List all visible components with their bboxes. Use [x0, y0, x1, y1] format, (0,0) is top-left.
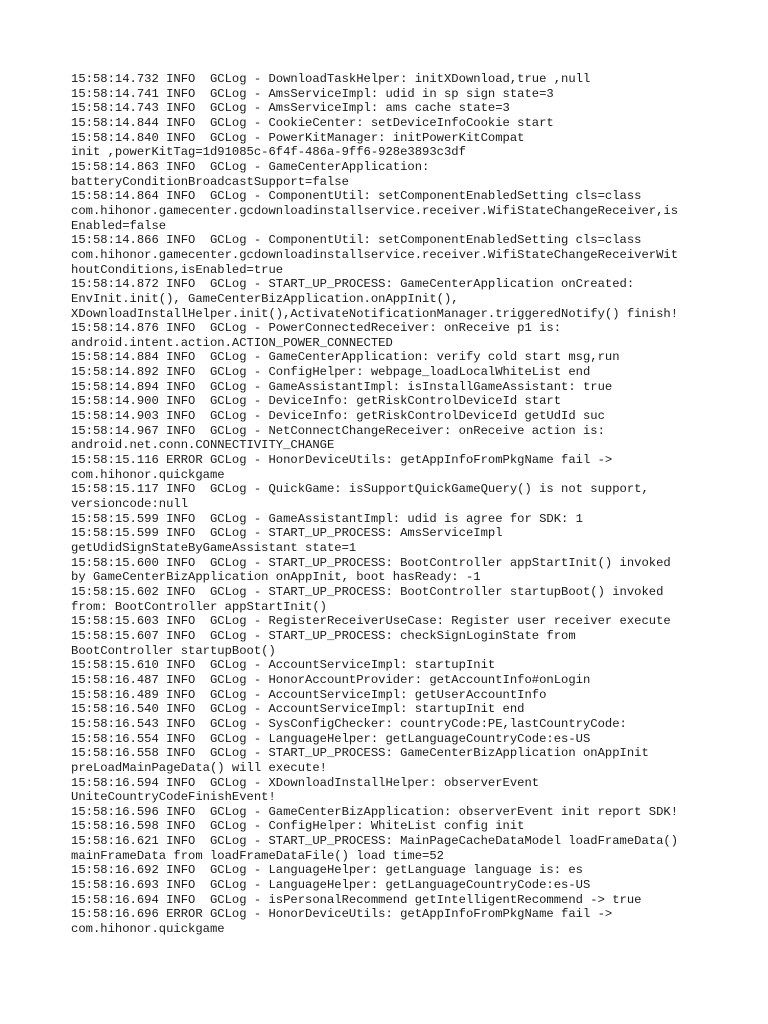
- log-line: 15:58:15.116 ERROR GCLog - HonorDeviceUtils: getAppInfoFromPkgName fail ->: [71, 453, 613, 468]
- log-line: 15:58:15.602 INFO GCLog - START_UP_PROCESS: BootController startupBoot() invoked: [71, 584, 664, 599]
- log-line: 15:58:14.900 INFO GCLog - DeviceInfo: getRiskControlDeviceId start: [71, 394, 562, 409]
- log-line: 15:58:14.863 INFO GCLog - GameCenterApplication:: [71, 159, 430, 174]
- log-line: from: BootController appStartInit(): [71, 599, 327, 614]
- log-line: 15:58:15.610 INFO GCLog - AccountServiceImpl: startupInit: [71, 658, 496, 673]
- log-line: BootController startupBoot(): [71, 643, 276, 658]
- log-line: by GameCenterBizApplication onAppInit, boot hasReady: -1: [71, 570, 481, 585]
- log-line: EnvInit.init(), GameCenterBizApplication.onAppInit(),: [71, 291, 459, 306]
- log-line: mainFrameData from loadFrameDataFile() load time=52: [71, 848, 444, 863]
- log-line: 15:58:14.741 INFO GCLog - AmsServiceImpl: udid in sp sign state=3: [71, 86, 554, 101]
- log-line: 15:58:14.892 INFO GCLog - ConfigHelper: webpage_loadLocalWhiteList end: [71, 365, 591, 380]
- log-line: 15:58:15.603 INFO GCLog - RegisterReceiverUseCase: Register user receiver execute: [71, 614, 671, 629]
- log-line: 15:58:16.558 INFO GCLog - START_UP_PROCESS: GameCenterBizApplication onAppInit: [71, 746, 649, 761]
- log-line: 15:58:16.621 INFO GCLog - START_UP_PROCESS: MainPageCacheDataModel loadFrameData(): [71, 834, 679, 849]
- log-line: 15:58:14.967 INFO GCLog - NetConnectChangeReceiver: onReceive action is:: [71, 423, 605, 438]
- log-line: 15:58:14.840 INFO GCLog - PowerKitManager: initPowerKitCompat: [71, 130, 525, 145]
- log-line: 15:58:15.117 INFO GCLog - QuickGame: isSupportQuickGameQuery() is not support,: [71, 482, 649, 497]
- log-line: 15:58:14.844 INFO GCLog - CookieCenter: setDeviceInfoCookie start: [71, 115, 554, 130]
- log-line: android.intent.action.ACTION_POWER_CONNECTED: [71, 335, 393, 350]
- log-line: 15:58:14.894 INFO GCLog - GameAssistantImpl: isInstallGameAssistant: true: [71, 379, 613, 394]
- log-line: 15:58:16.692 INFO GCLog - LanguageHelper: getLanguage language is: es: [71, 863, 583, 878]
- log-line: 15:58:16.598 INFO GCLog - ConfigHelper: WhiteList config init: [71, 819, 525, 834]
- log-line: android.net.conn.CONNECTIVITY_CHANGE: [71, 438, 335, 453]
- log-line: preLoadMainPageData() will execute!: [71, 760, 327, 775]
- log-line: 15:58:14.903 INFO GCLog - DeviceInfo: getRiskControlDeviceId getUdId suc: [71, 409, 605, 424]
- log-line: com.hihonor.quickgame: [71, 467, 225, 482]
- log-line: 15:58:16.594 INFO GCLog - XDownloadInstallHelper: observerEvent: [71, 775, 540, 790]
- log-document: [71, 72, 711, 937]
- log-line: 15:58:16.596 INFO GCLog - GameCenterBizApplication: observerEvent init report SDK!: [71, 804, 679, 819]
- log-line: 15:58:16.696 ERROR GCLog - HonorDeviceUtils: getAppInfoFromPkgName fail ->: [71, 907, 613, 922]
- log-line: 15:58:16.554 INFO GCLog - LanguageHelper: getLanguageCountryCode:es-US: [71, 731, 591, 746]
- log-line: 15:58:14.872 INFO GCLog - START_UP_PROCESS: GameCenterApplication onCreated:: [71, 277, 635, 292]
- log-line: 15:58:16.693 INFO GCLog - LanguageHelper: getLanguageCountryCode:es-US: [71, 878, 591, 893]
- log-line: 15:58:15.599 INFO GCLog - START_UP_PROCESS: AmsServiceImpl: [71, 526, 503, 541]
- log-line: 15:58:14.864 INFO GCLog - ComponentUtil: setComponentEnabledSetting cls=class: [71, 189, 642, 204]
- log-line: com.hihonor.quickgame: [71, 922, 225, 937]
- log-line: 15:58:16.487 INFO GCLog - HonorAccountProvider: getAccountInfo#onLogin: [71, 672, 591, 687]
- log-line: 15:58:15.599 INFO GCLog - GameAssistantImpl: udid is agree for SDK: 1: [71, 511, 583, 526]
- log-line: 15:58:16.489 INFO GCLog - AccountServiceImpl: getUserAccountInfo: [71, 687, 547, 702]
- log-line: 15:58:14.743 INFO GCLog - AmsServiceImpl: ams cache state=3: [71, 101, 510, 116]
- log-line: 15:58:15.607 INFO GCLog - START_UP_PROCESS: checkSignLoginState from: [71, 628, 576, 643]
- log-line: UniteCountryCodeFinishEvent!: [71, 790, 276, 805]
- log-line: 15:58:14.884 INFO GCLog - GameCenterApplication: verify cold start msg,run: [71, 350, 620, 365]
- log-line: 15:58:16.540 INFO GCLog - AccountServiceImpl: startupInit end: [71, 702, 525, 717]
- log-line: XDownloadInstallHelper.init(),ActivateNotificationManager.triggeredNotify() finish!: [71, 306, 679, 321]
- log-line: com.hihonor.gamecenter.gcdownloadinstallservice.receiver.WifiStateChangeReceiverWit: [71, 247, 679, 262]
- log-line: 15:58:14.876 INFO GCLog - PowerConnectedReceiver: onReceive p1 is:: [71, 321, 562, 336]
- log-line: 15:58:16.543 INFO GCLog - SysConfigChecker: countryCode:PE,lastCountryCode:: [71, 716, 627, 731]
- log-line: versioncode:null: [71, 497, 189, 512]
- log-line: 15:58:15.600 INFO GCLog - START_UP_PROCESS: BootController appStartInit() invoked: [71, 555, 671, 570]
- log-line: Enabled=false: [71, 218, 167, 233]
- log-line: 15:58:16.694 INFO GCLog - isPersonalRecommend getIntelligentRecommend -> true: [71, 892, 642, 907]
- log-line: batteryConditionBroadcastSupport=false: [71, 174, 349, 189]
- log-line: houtConditions,isEnabled=true: [71, 262, 284, 277]
- log-line: getUdidSignStateByGameAssistant state=1: [71, 541, 357, 555]
- log-line: 15:58:14.732 INFO GCLog - DownloadTaskHelper: initXDownload,true ,null: [71, 72, 591, 86]
- log-line: init ,powerKitTag=1d91085c-6f4f-486a-9ff6-928e3893c3df: [71, 145, 466, 160]
- log-line: com.hihonor.gamecenter.gcdownloadinstallservice.receiver.WifiStateChangeReceiver,is: [71, 203, 679, 218]
- log-line: 15:58:14.866 INFO GCLog - ComponentUtil: setComponentEnabledSetting cls=class: [71, 233, 642, 248]
